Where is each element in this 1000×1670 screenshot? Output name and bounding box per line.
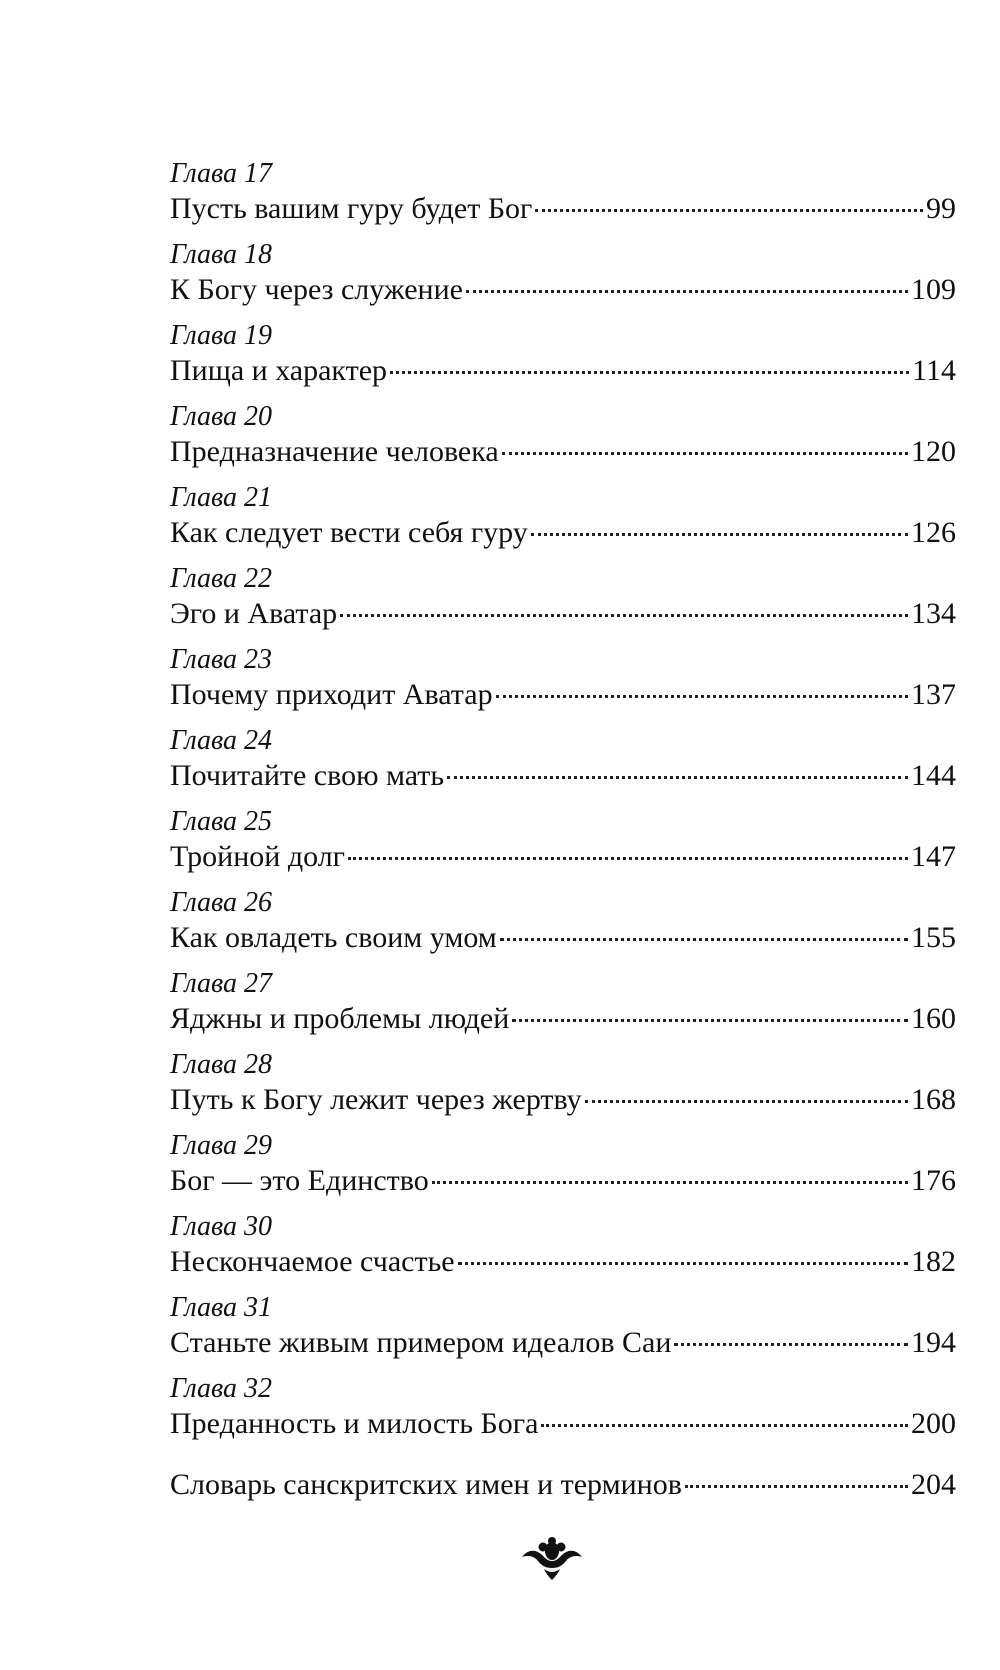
dot-leader <box>466 290 908 293</box>
page-number: 99 <box>926 192 956 225</box>
toc-entry[interactable] <box>170 644 956 725</box>
chapter-title: Как овладеть своим умом <box>170 921 497 954</box>
chapter-title: Пусть вашим гуру будет Бог <box>170 192 533 225</box>
table-of-contents <box>170 158 956 1454</box>
chapter-title-row <box>170 676 956 714</box>
glossary-entry[interactable] <box>170 1466 956 1504</box>
chapter-title: Предназначение человека <box>170 435 499 468</box>
dot-leader <box>531 533 908 536</box>
chapter-label: Глава 23 <box>170 644 272 675</box>
chapter-label: Глава 22 <box>170 563 272 594</box>
chapter-label: Глава 32 <box>170 1373 272 1404</box>
toc-entry[interactable] <box>170 725 956 806</box>
chapter-title: Эго и Аватар <box>170 597 338 630</box>
chapter-label: Глава 30 <box>170 1211 272 1242</box>
dot-leader <box>541 1424 908 1427</box>
page-number: 147 <box>911 840 956 873</box>
chapter-title: Тройной долг <box>170 840 345 873</box>
chapter-title: Почитайте свою мать <box>170 759 445 792</box>
chapter-title: Яджны и проблемы людей <box>170 1002 510 1035</box>
dot-leader <box>500 938 908 941</box>
page-number: 114 <box>912 354 956 387</box>
chapter-label: Глава 19 <box>170 320 272 351</box>
page-number: 137 <box>911 678 956 711</box>
chapter-title: Почему приходит Аватар <box>170 678 493 711</box>
dot-leader <box>432 1181 908 1184</box>
toc-entry[interactable] <box>170 1373 956 1454</box>
chapter-label: Глава 26 <box>170 887 272 918</box>
chapter-title-row <box>170 190 956 228</box>
floral-ornament-icon <box>520 1535 584 1581</box>
chapter-title: Пища и характер <box>170 354 388 387</box>
chapter-label: Глава 27 <box>170 968 272 999</box>
page-number: 109 <box>911 273 956 306</box>
dot-leader <box>535 209 923 212</box>
chapter-label: Глава 17 <box>170 158 272 189</box>
chapter-title-row <box>170 919 956 957</box>
dot-leader <box>390 371 909 374</box>
toc-entry[interactable] <box>170 968 956 1049</box>
dot-leader <box>348 857 908 860</box>
toc-entry[interactable] <box>170 1211 956 1292</box>
chapter-title: Нескончаемое счастье <box>170 1245 455 1278</box>
chapter-title-row <box>170 757 956 795</box>
dot-leader <box>447 776 908 779</box>
chapter-title-row <box>170 595 956 633</box>
chapter-title-row <box>170 1324 956 1362</box>
chapter-title-row <box>170 352 956 390</box>
chapter-title-row <box>170 514 956 552</box>
chapter-label: Глава 29 <box>170 1130 272 1161</box>
chapter-label: Глава 28 <box>170 1049 272 1080</box>
chapter-label: Глава 25 <box>170 806 272 837</box>
chapter-title-row <box>170 433 956 471</box>
page-number: 168 <box>911 1083 956 1116</box>
dot-leader <box>512 1019 908 1022</box>
toc-entry[interactable] <box>170 482 956 563</box>
toc-entry[interactable] <box>170 320 956 401</box>
chapter-title-row <box>170 1405 956 1443</box>
toc-entry[interactable] <box>170 1292 956 1373</box>
chapter-title-row <box>170 1162 956 1200</box>
page-number: 194 <box>911 1326 956 1359</box>
chapter-title: Станьте живым примером идеалов Саи <box>170 1326 672 1359</box>
toc-entry[interactable] <box>170 158 956 239</box>
toc-entry[interactable] <box>170 401 956 482</box>
chapter-label: Глава 18 <box>170 239 272 270</box>
page-number: 155 <box>911 921 956 954</box>
toc-entry[interactable] <box>170 563 956 644</box>
page-number: 144 <box>911 759 956 792</box>
chapter-title-row <box>170 1243 956 1281</box>
dot-leader <box>585 1100 908 1103</box>
dot-leader <box>502 452 908 455</box>
page-number: 120 <box>911 435 956 468</box>
chapter-label: Глава 31 <box>170 1292 272 1323</box>
dot-leader <box>340 614 908 617</box>
chapter-title-row <box>170 1081 956 1119</box>
page-number: 182 <box>911 1245 956 1278</box>
dot-leader <box>674 1343 908 1346</box>
toc-entry[interactable] <box>170 1130 956 1211</box>
chapter-title: Как следует вести себя гуру <box>170 516 528 549</box>
chapter-title: К Богу через служение <box>170 273 463 306</box>
chapter-title-row <box>170 1000 956 1038</box>
toc-entry[interactable] <box>170 1049 956 1130</box>
page-number: 176 <box>911 1164 956 1197</box>
toc-entry[interactable] <box>170 239 956 320</box>
page-number: 126 <box>911 516 956 549</box>
toc-entry[interactable] <box>170 887 956 968</box>
chapter-title-row <box>170 271 956 309</box>
chapter-label: Глава 20 <box>170 401 272 432</box>
page-number: 200 <box>911 1407 956 1440</box>
glossary-title-row <box>170 1466 956 1504</box>
page-number: 134 <box>911 597 956 630</box>
dot-leader <box>685 1485 908 1488</box>
toc-entry[interactable] <box>170 806 956 887</box>
page-number: 160 <box>911 1002 956 1035</box>
chapter-title: Бог — это Единство <box>170 1164 429 1197</box>
chapter-title: Путь к Богу лежит через жертву <box>170 1083 582 1116</box>
dot-leader <box>496 695 908 698</box>
page-number: 204 <box>911 1468 956 1501</box>
glossary-title: Словарь санскритских имен и терминов <box>170 1468 682 1501</box>
dot-leader <box>458 1262 908 1265</box>
chapter-label: Глава 21 <box>170 482 272 513</box>
chapter-title: Преданность и милость Бога <box>170 1407 539 1440</box>
chapter-label: Глава 24 <box>170 725 272 756</box>
chapter-title-row <box>170 838 956 876</box>
